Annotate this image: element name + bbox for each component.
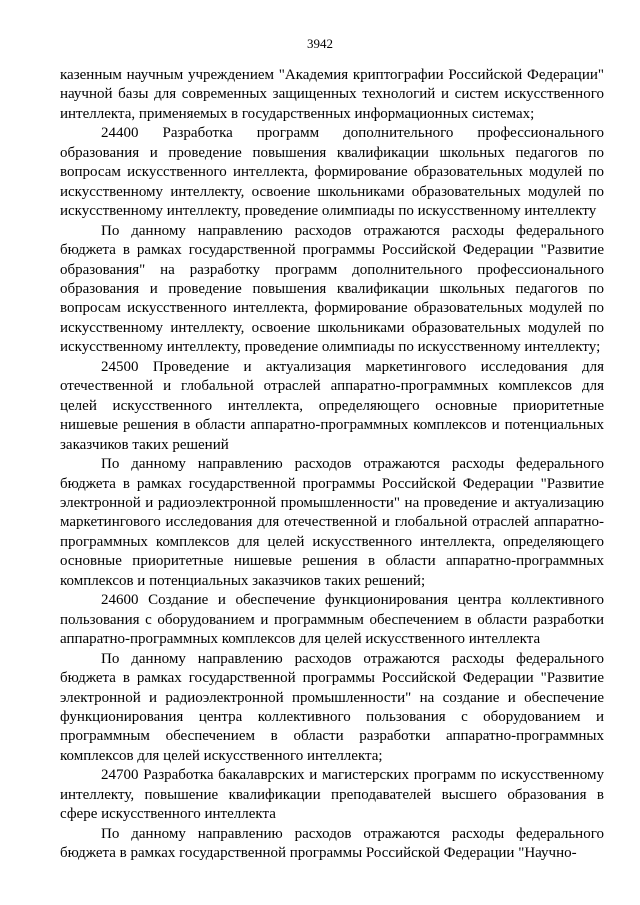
paragraph-24500-description: По данному направлению расходов отражаются расходы федерального бюджета в рамках государственной программы Российской Федерации "Развитие электронной и радиоэлектронной промышленности" на проведение и актуализацию маркетингового исследования для отечественной и глобальной отраслей аппаратно-программных комплексов для целей искусственного интеллекта, определяющего основные приоритетные нишевые решения в области аппаратно-программных комплексов и потенциальных заказчиков таких решений; [60,456,604,589]
section-heading-24700: 24700 Разработка бакалаврских и магистерских программ по искусственному интеллекту, повышение квалификации преподавателей высшего образования в сфере искусственного интеллекта [60,767,604,823]
paragraph-24600-description: По данному направлению расходов отражаются расходы федерального бюджета в рамках государственной программы Российской Федерации "Развитие электронной и радиоэлектронной промышленности" на создание и обеспечение функционирования центра коллективного пользования с оборудованием и программным обеспечением в области разработки аппаратно-программных комплексов для целей искусственного интеллекта; [60,650,604,764]
section-heading-24600: 24600 Создание и обеспечение функционирования центра коллективного пользования с оборудованием и программным обеспечением в области разработки аппаратно-программных комплексов для целей искусственного интеллекта [60,592,604,648]
paragraph-continuation: казенным научным учреждением "Академия криптографии Российской Федерации" научной базы для современных защищенных технологий и систем искусственного интеллекта, применяемых в государственных информационных системах; [60,67,604,122]
section-heading-24500: 24500 Проведение и актуализация маркетингового исследования для отечественной и глобальной отраслей аппаратно-программных комплексов для целей искусственного интеллекта, определяющего основные приоритетные нишевые решения в области аппаратно-программных комплексов и потенциальных заказчиков таких решений [60,358,604,453]
paragraph-24700-description: По данному направлению расходов отражаются расходы федерального бюджета в рамках государственной программы Российской Федерации "Научно- [60,825,604,862]
document-body [60,66,604,864]
paragraph-24400-description: По данному направлению расходов отражаются расходы федерального бюджета в рамках государственной программы Российской Федерации "Развитие образования" на разработку программ дополнительного профессионального образования и проведение повышения квалификации школьных педагогов по вопросам искусственного интеллекта, формирование образовательных модулей по искусственному интеллекту, освоение школьниками образовательных модулей по искусственному интеллекту, проведение олимпиады по искусственному интеллекту; [60,222,604,356]
section-heading-24400: 24400 Разработка программ дополнительного профессионального образования и проведение повышения квалификации школьных педагогов по вопросам искусственного интеллекта, формирование образовательных модулей по искусственному интеллекту, освоение школьниками образовательных модулей по искусственному интеллекту, проведение олимпиады по искусственному интеллекту [60,125,604,220]
page-number: 3942 [307,36,333,51]
